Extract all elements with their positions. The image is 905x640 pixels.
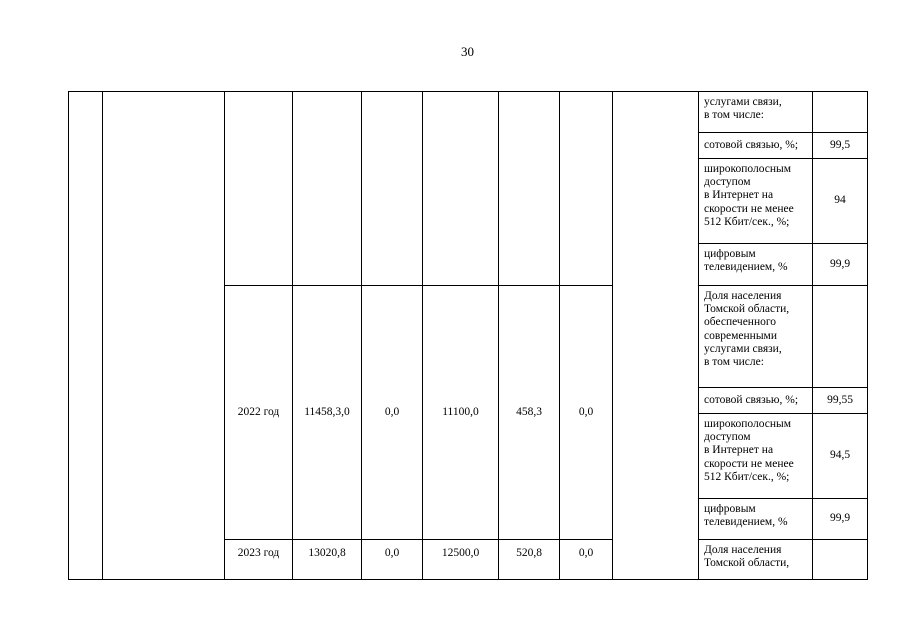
indicator-text: сотовой связью, %; bbox=[699, 388, 813, 414]
indicator-value: 99,55 bbox=[813, 388, 868, 414]
table-cell-c-empty bbox=[499, 92, 560, 286]
year-cell: 2023 год bbox=[225, 540, 293, 580]
indicator-value bbox=[813, 92, 868, 133]
total-cell: 13020,8 bbox=[293, 540, 362, 580]
indicator-text: широкополосным доступом в Интернет на скорости не менее 512 Кбит/сек., %; bbox=[699, 414, 813, 499]
indicator-text: Доля населения Томской области, обеспеченного современными услугами связи, в том числе: bbox=[699, 286, 813, 388]
federal-cell: 0,0 bbox=[362, 286, 423, 540]
page-number: 30 bbox=[461, 44, 474, 59]
table-cell-year-empty bbox=[225, 92, 293, 286]
local-cell: 458,3 bbox=[499, 286, 560, 540]
table-cell-b-empty bbox=[423, 92, 499, 286]
indicator-text: цифровым телевидением, % bbox=[699, 499, 813, 540]
total-cell: 11458,3,0 bbox=[293, 286, 362, 540]
indicator-value: 99,9 bbox=[813, 244, 868, 286]
regional-cell: 11100,0 bbox=[423, 286, 499, 540]
indicator-value: 99,5 bbox=[813, 133, 868, 159]
federal-cell: 0,0 bbox=[362, 540, 423, 580]
indicator-value bbox=[813, 540, 868, 580]
table-cell-d-empty bbox=[560, 92, 613, 286]
indicator-text: цифровым телевидением, % bbox=[699, 244, 813, 286]
indicator-value: 94,5 bbox=[813, 414, 868, 499]
regional-cell: 12500,0 bbox=[423, 540, 499, 580]
other-cell: 0,0 bbox=[560, 286, 613, 540]
other-cell: 0,0 bbox=[560, 540, 613, 580]
table-cell-total-empty bbox=[293, 92, 362, 286]
table-cell-a-empty bbox=[362, 92, 423, 286]
table-cell-name bbox=[103, 92, 225, 580]
year-cell: 2022 год bbox=[225, 286, 293, 540]
indicator-text: широкополосным доступом в Интернет на скорости не менее 512 Кбит/сек., %; bbox=[699, 159, 813, 244]
local-cell: 520,8 bbox=[499, 540, 560, 580]
indicator-text: сотовой связью, %; bbox=[699, 133, 813, 159]
table-cell-executor bbox=[613, 92, 699, 580]
program-table bbox=[68, 91, 868, 580]
indicator-value bbox=[813, 286, 868, 388]
indicator-value: 99,9 bbox=[813, 499, 868, 540]
table-cell-number bbox=[69, 92, 103, 580]
indicator-text: Доля населения Томской области, bbox=[699, 540, 813, 580]
indicator-value: 94 bbox=[813, 159, 868, 244]
indicator-text: услугами связи, в том числе: bbox=[699, 92, 813, 133]
